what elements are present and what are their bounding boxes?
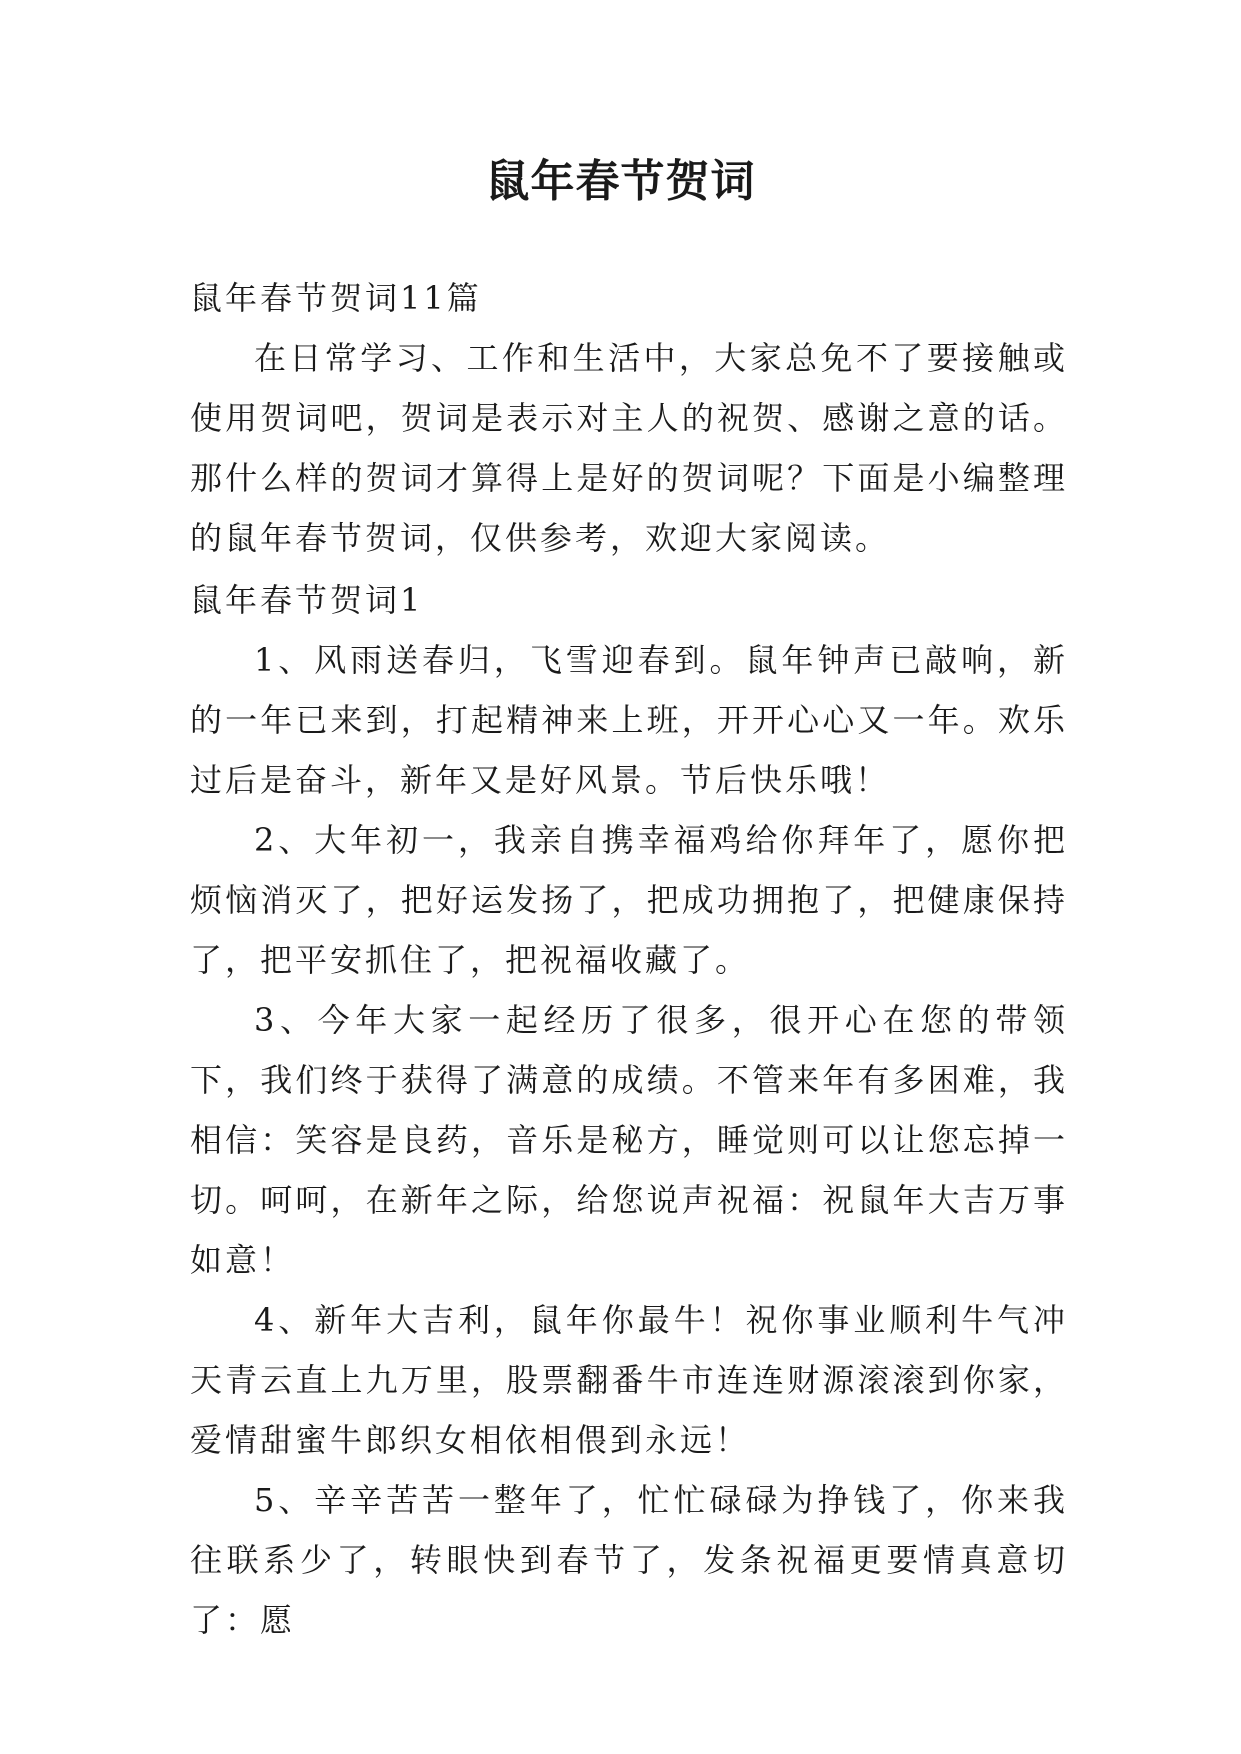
greeting-paragraph-5: 5、辛辛苦苦一整年了，忙忙碌碌为挣钱了，你来我往联系少了，转眼快到春节了，发条祝福更要情真意切了：愿 <box>190 1481 1068 1639</box>
document-body-section <box>190 570 1068 1650</box>
document-body-top <box>190 268 1068 568</box>
document-title: 鼠年春节贺词 <box>485 156 756 207</box>
greeting-paragraph-3: 3、今年大家一起经历了很多，很开心在您的带领下，我们终于获得了满意的成绩。不管来年有多困难，我相信：笑容是良药，音乐是秘方，睡觉则可以让您忘掉一切。呵呵，在新年之际，给您说声祝福：祝鼠年大吉万事如意！ <box>190 1001 1068 1279</box>
greeting-paragraph-1: 1、风雨送春归，飞雪迎春到。鼠年钟声已敲响，新的一年已来到，打起精神来上班，开开心心又一年。欢乐过后是奋斗，新年又是好风景。节后快乐哦！ <box>190 641 1068 799</box>
section-heading: 鼠年春节贺词1 <box>190 581 424 619</box>
greeting-paragraph-2: 2、大年初一，我亲自携幸福鸡给你拜年了，愿你把烦恼消灭了，把好运发扬了，把成功拥抱了，把健康保持了，把平安抓住了，把祝福收藏了。 <box>190 821 1068 979</box>
greeting-paragraph-4: 4、新年大吉利，鼠年你最牛！祝你事业顺利牛气冲天青云直上九万里，股票翻番牛市连连财源滚滚到你家，爱情甜蜜牛郎织女相依相偎到永远！ <box>190 1301 1068 1459</box>
intro-paragraph: 在日常学习、工作和生活中，大家总免不了要接触或使用贺词吧，贺词是表示对主人的祝贺、感谢之意的话。那什么样的贺词才算得上是好的贺词呢？下面是小编整理的鼠年春节贺词，仅供参考，欢迎大家阅读。 <box>190 339 1068 557</box>
document-subtitle: 鼠年春节贺词11篇 <box>190 279 482 317</box>
